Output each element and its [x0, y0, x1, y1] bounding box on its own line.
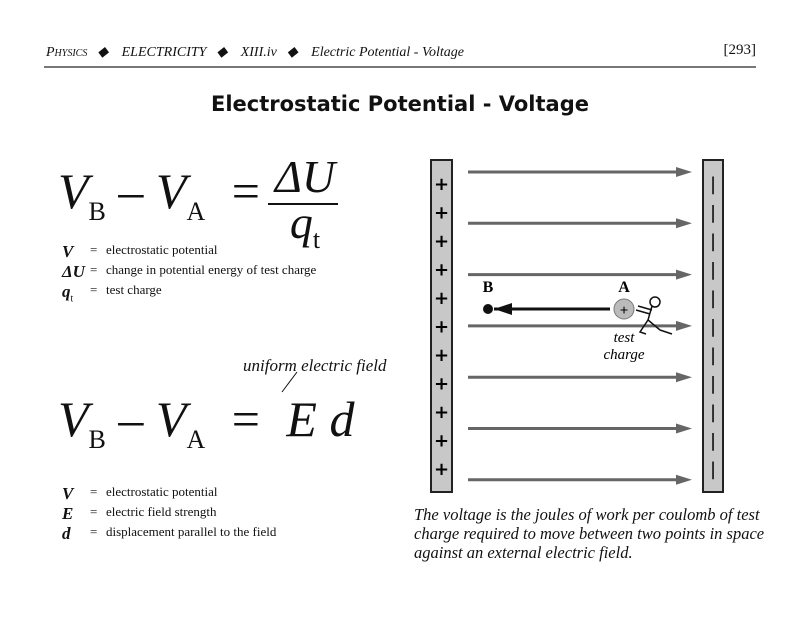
page-title: Electrostatic Potential - Voltage [211, 92, 589, 116]
minus-sign: | [709, 231, 717, 252]
test-label: test [613, 330, 635, 346]
minus-sign: | [709, 288, 717, 309]
plus-sign: + [433, 174, 450, 195]
definition-row: V = electrostatic potential [62, 484, 218, 503]
point-b-dot [483, 304, 493, 314]
test-charge-plus: + [619, 303, 629, 319]
plus-sign: + [433, 231, 450, 252]
definition-row: ΔU = change in potential energy of test charge [62, 262, 317, 281]
field-arrowhead [676, 321, 692, 331]
plus-sign: + [433, 373, 450, 395]
field-arrowhead [676, 372, 692, 382]
annotation-uniform-field: uniform electric field [243, 356, 387, 375]
definition-row: d = displacement parallel to the field [62, 524, 277, 543]
minus-sign: | [709, 202, 717, 224]
caption: The voltage is the joules of work per coulomb of test charge required to move between two points in space against an external electric field. [414, 505, 765, 562]
definition-row: V = electrostatic potential [62, 242, 218, 261]
plus-sign: + [433, 202, 450, 224]
equation-2: $V_B - V_A = E$ d [58, 391, 355, 454]
header-chapter: ELECTRICITY [121, 45, 207, 60]
plus-sign: + [433, 430, 450, 452]
charge-label: charge [603, 347, 645, 363]
minus-sign: | [709, 345, 717, 366]
header-section: XIII.iv [240, 45, 277, 60]
plus-sign: + [433, 459, 450, 480]
minus-sign: | [709, 174, 717, 195]
person-pushing-icon [636, 297, 672, 334]
plus-sign: + [433, 259, 450, 281]
field-arrowhead [676, 424, 692, 434]
equation-1-denominator: $q_t$ [289, 197, 321, 255]
plus-sign: + [433, 288, 450, 309]
running-header: Physics ◆ ELECTRICITY ◆ XIII.iv ◆ Electric Potential - Voltage [46, 45, 464, 60]
point-b-label: B [482, 279, 494, 296]
header-subject: Physics [46, 45, 88, 60]
minus-sign: | [709, 373, 717, 395]
field-arrowhead [676, 475, 692, 485]
equation-1-lhs: $V_B - V_A$ = [58, 163, 260, 226]
field-arrowhead [676, 218, 692, 228]
plus-sign: + [433, 402, 450, 423]
header-topic: Electric Potential - Voltage [311, 45, 464, 60]
field-arrowhead [676, 167, 692, 177]
definition-row: E = electric field strength [62, 504, 217, 523]
point-a-label: A [618, 279, 630, 296]
plus-sign: + [433, 345, 450, 366]
minus-sign: | [709, 259, 717, 281]
minus-sign: | [709, 430, 717, 452]
page-number: [293] [723, 42, 756, 58]
minus-sign: | [709, 316, 717, 338]
equation-1-numerator: ΔU [274, 151, 336, 202]
field-arrowhead [676, 270, 692, 280]
minus-sign: | [709, 402, 717, 423]
arrowhead [494, 303, 512, 315]
minus-sign: | [709, 459, 717, 480]
plus-sign: + [433, 316, 450, 338]
definition-row: $q_t$ = test charge [62, 282, 162, 305]
annotation-pointer [282, 372, 297, 392]
